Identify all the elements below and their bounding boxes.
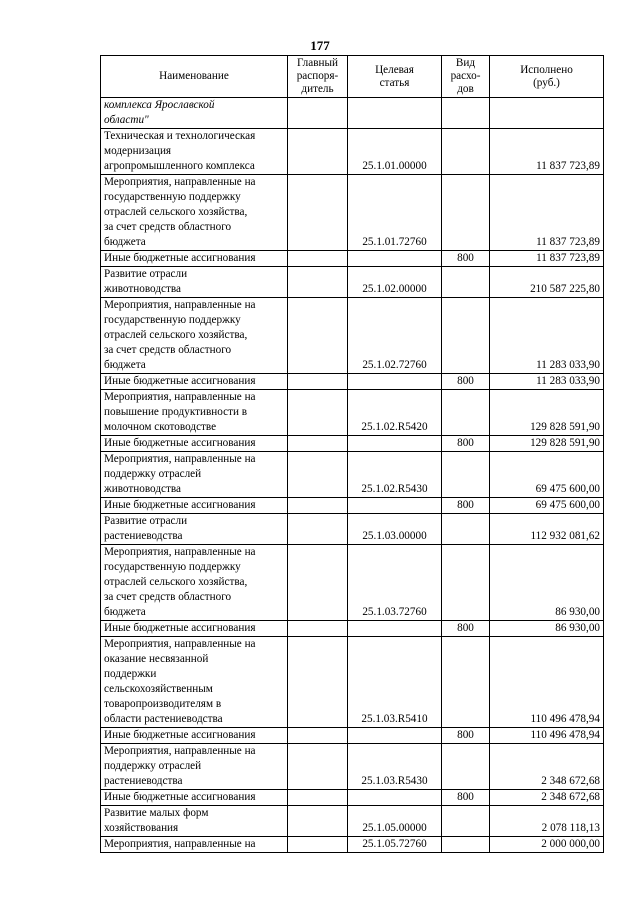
cell-expense-type xyxy=(442,545,490,621)
cell-target-article xyxy=(348,436,442,452)
cell-name: Мероприятия, направленные на государственную поддержку отраслей сельского хозяйства, за счет средств областного бюджета xyxy=(101,545,288,621)
cell-executed: 11 837 723,89 xyxy=(490,251,604,267)
cell-name: Иные бюджетные ассигнования xyxy=(101,374,288,390)
cell-name: Мероприятия, направленные на оказание несвязанной поддержки сельскохозяйственным товаропроизводителям в области растениеводства xyxy=(101,637,288,728)
cell-target-article xyxy=(348,728,442,744)
cell-executed: 210 587 225,80 xyxy=(490,267,604,298)
cell-main-manager xyxy=(288,498,348,514)
cell-main-manager xyxy=(288,298,348,374)
cell-expense-type: 800 xyxy=(442,436,490,452)
cell-name: Иные бюджетные ассигнования xyxy=(101,621,288,637)
cell-main-manager xyxy=(288,545,348,621)
table-row xyxy=(101,806,604,837)
cell-main-manager xyxy=(288,452,348,498)
budget-execution-table xyxy=(100,55,604,853)
header-expense-type: Вид расхо- дов xyxy=(442,56,490,98)
cell-executed: 11 283 033,90 xyxy=(490,374,604,390)
cell-executed: 86 930,00 xyxy=(490,621,604,637)
cell-main-manager xyxy=(288,129,348,175)
cell-expense-type: 800 xyxy=(442,251,490,267)
cell-expense-type: 800 xyxy=(442,728,490,744)
cell-expense-type xyxy=(442,452,490,498)
cell-executed: 69 475 600,00 xyxy=(490,498,604,514)
cell-main-manager xyxy=(288,806,348,837)
cell-target-article: 25.1.02.R5430 xyxy=(348,452,442,498)
cell-target-article: 25.1.02.00000 xyxy=(348,267,442,298)
cell-main-manager xyxy=(288,98,348,129)
table-row xyxy=(101,790,604,806)
cell-name: Иные бюджетные ассигнования xyxy=(101,728,288,744)
cell-target-article: 25.1.03.00000 xyxy=(348,514,442,545)
table-row xyxy=(101,98,604,129)
cell-target-article xyxy=(348,621,442,637)
header-name: Наименование xyxy=(101,56,288,98)
cell-executed: 2 348 672,68 xyxy=(490,790,604,806)
cell-expense-type xyxy=(442,175,490,251)
cell-expense-type xyxy=(442,129,490,175)
cell-executed: 129 828 591,90 xyxy=(490,390,604,436)
cell-main-manager xyxy=(288,837,348,853)
table-row xyxy=(101,621,604,637)
cell-target-article: 25.1.03.R5430 xyxy=(348,744,442,790)
cell-name: Развитие малых форм хозяйствования xyxy=(101,806,288,837)
table-row xyxy=(101,298,604,374)
cell-name: Техническая и технологическая модернизация агропромышленного комплекса xyxy=(101,129,288,175)
cell-executed: 129 828 591,90 xyxy=(490,436,604,452)
cell-expense-type xyxy=(442,806,490,837)
cell-target-article xyxy=(348,374,442,390)
cell-target-article xyxy=(348,98,442,129)
table-row xyxy=(101,545,604,621)
table-row xyxy=(101,744,604,790)
table-row xyxy=(101,498,604,514)
cell-main-manager xyxy=(288,621,348,637)
table-row xyxy=(101,251,604,267)
cell-expense-type xyxy=(442,98,490,129)
cell-main-manager xyxy=(288,436,348,452)
cell-expense-type: 800 xyxy=(442,790,490,806)
cell-name: Мероприятия, направленные на поддержку отраслей растениеводства xyxy=(101,744,288,790)
cell-name: Развитие отрасли животноводства xyxy=(101,267,288,298)
cell-expense-type: 800 xyxy=(442,621,490,637)
table-row xyxy=(101,728,604,744)
table-row xyxy=(101,175,604,251)
table-row xyxy=(101,436,604,452)
cell-executed: 11 283 033,90 xyxy=(490,298,604,374)
cell-expense-type xyxy=(442,837,490,853)
cell-expense-type xyxy=(442,744,490,790)
cell-executed: 2 348 672,68 xyxy=(490,744,604,790)
cell-expense-type xyxy=(442,514,490,545)
cell-main-manager xyxy=(288,637,348,728)
cell-executed: 2 000 000,00 xyxy=(490,837,604,853)
table-row xyxy=(101,267,604,298)
table-row xyxy=(101,374,604,390)
cell-name: Иные бюджетные ассигнования xyxy=(101,498,288,514)
table-row xyxy=(101,452,604,498)
header-target-article: Целевая статья xyxy=(348,56,442,98)
cell-expense-type: 800 xyxy=(442,498,490,514)
cell-main-manager xyxy=(288,175,348,251)
cell-expense-type xyxy=(442,637,490,728)
cell-name: Развитие отрасли растениеводства xyxy=(101,514,288,545)
table-body xyxy=(101,98,604,853)
cell-main-manager xyxy=(288,251,348,267)
table-header-row xyxy=(101,56,604,98)
cell-main-manager xyxy=(288,374,348,390)
cell-expense-type xyxy=(442,298,490,374)
cell-executed xyxy=(490,98,604,129)
table-row xyxy=(101,637,604,728)
cell-main-manager xyxy=(288,744,348,790)
cell-target-article xyxy=(348,498,442,514)
cell-target-article xyxy=(348,790,442,806)
table-row xyxy=(101,129,604,175)
header-executed: Исполнено (руб.) xyxy=(490,56,604,98)
cell-main-manager xyxy=(288,267,348,298)
cell-executed: 11 837 723,89 xyxy=(490,175,604,251)
cell-name: Мероприятия, направленные на государственную поддержку отраслей сельского хозяйства, за счет средств областного бюджета xyxy=(101,175,288,251)
cell-name: Иные бюджетные ассигнования xyxy=(101,251,288,267)
cell-main-manager xyxy=(288,390,348,436)
cell-executed: 69 475 600,00 xyxy=(490,452,604,498)
table-row xyxy=(101,837,604,853)
cell-main-manager xyxy=(288,514,348,545)
cell-expense-type: 800 xyxy=(442,374,490,390)
cell-executed: 112 932 081,62 xyxy=(490,514,604,545)
cell-name: комплекса Ярославской области" xyxy=(101,98,288,129)
table-row xyxy=(101,390,604,436)
cell-target-article: 25.1.03.R5410 xyxy=(348,637,442,728)
cell-name: Мероприятия, направленные на xyxy=(101,837,288,853)
cell-target-article: 25.1.05.00000 xyxy=(348,806,442,837)
cell-executed: 11 837 723,89 xyxy=(490,129,604,175)
cell-executed: 86 930,00 xyxy=(490,545,604,621)
header-main-manager: Главный распоря- дитель xyxy=(288,56,348,98)
cell-target-article: 25.1.05.72760 xyxy=(348,837,442,853)
cell-executed: 110 496 478,94 xyxy=(490,637,604,728)
cell-name: Иные бюджетные ассигнования xyxy=(101,790,288,806)
cell-target-article: 25.1.02.72760 xyxy=(348,298,442,374)
cell-name: Мероприятия, направленные на государственную поддержку отраслей сельского хозяйства, за счет средств областного бюджета xyxy=(101,298,288,374)
cell-expense-type xyxy=(442,267,490,298)
cell-expense-type xyxy=(442,390,490,436)
cell-main-manager xyxy=(288,790,348,806)
table-row xyxy=(101,514,604,545)
cell-executed: 2 078 118,13 xyxy=(490,806,604,837)
cell-name: Мероприятия, направленные на поддержку отраслей животноводства xyxy=(101,452,288,498)
cell-executed: 110 496 478,94 xyxy=(490,728,604,744)
cell-target-article: 25.1.02.R5420 xyxy=(348,390,442,436)
cell-name: Иные бюджетные ассигнования xyxy=(101,436,288,452)
cell-target-article: 25.1.01.72760 xyxy=(348,175,442,251)
page-number: 177 xyxy=(310,38,330,53)
cell-target-article: 25.1.01.00000 xyxy=(348,129,442,175)
cell-target-article: 25.1.03.72760 xyxy=(348,545,442,621)
cell-target-article xyxy=(348,251,442,267)
cell-main-manager xyxy=(288,728,348,744)
cell-name: Мероприятия, направленные на повышение продуктивности в молочном скотоводстве xyxy=(101,390,288,436)
